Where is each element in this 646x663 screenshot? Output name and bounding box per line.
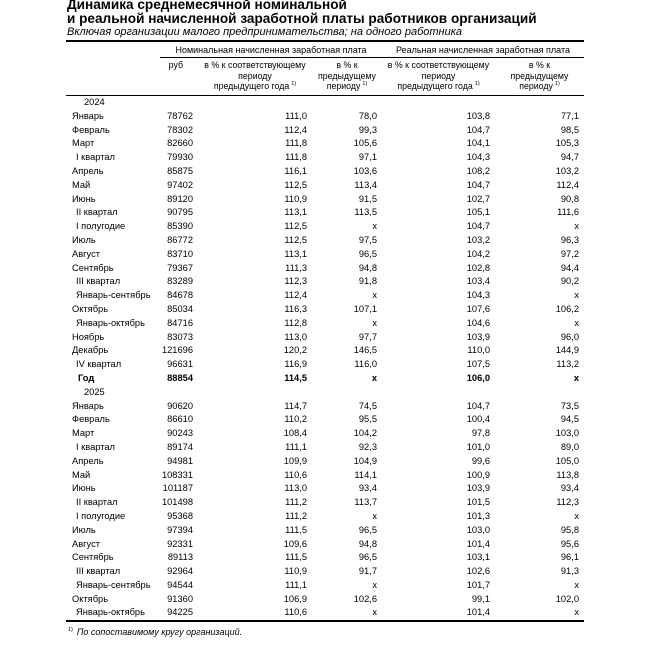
nominal-prev-value: 74,5: [358, 400, 377, 411]
real-prev-value: 102,0: [555, 593, 579, 604]
rub-value: 85034: [167, 303, 193, 314]
nominal-yoy-value: 111,1: [285, 441, 307, 452]
rub-value: 79930: [167, 152, 193, 163]
nominal-prev-value: x: [372, 317, 377, 328]
nominal-yoy-value: 120,2: [283, 345, 307, 356]
table-row: [66, 317, 584, 331]
table-row: [66, 110, 584, 124]
header-line: периоду: [519, 81, 553, 92]
row-label: III квартал: [76, 566, 121, 577]
table-row: [66, 124, 584, 138]
nominal-yoy-value: 110,9: [284, 566, 307, 577]
real-prev-value: 144,9: [555, 345, 579, 356]
table-row: [66, 248, 584, 262]
table-row: [66, 234, 584, 248]
real-yoy-value: 103,4: [466, 276, 490, 287]
nominal-yoy-value: 113,1: [284, 248, 307, 259]
column-header-nominal-yoy: [198, 60, 312, 95]
rub-value: 94225: [167, 607, 193, 618]
table-row-total: [66, 372, 584, 386]
real-prev-value: 106,2: [555, 303, 579, 314]
column-header-nominal-prev: [312, 60, 382, 95]
header-line: предыдущего года: [397, 81, 473, 92]
table-row: [66, 206, 584, 220]
table-row: [66, 606, 584, 620]
nominal-yoy-value: 116,1: [284, 165, 307, 176]
wage-dynamics-table: [66, 40, 584, 622]
real-yoy-value: 105,1: [466, 207, 490, 218]
table-row: [66, 427, 584, 441]
table-row: [66, 303, 584, 317]
footnote-mark: 1): [362, 81, 368, 88]
title-line-1: Динамика среднемесячной номинальной: [67, 0, 347, 12]
year-row: [66, 96, 584, 110]
real-yoy-value: 104,7: [466, 179, 490, 190]
table-row: [66, 593, 584, 607]
real-yoy-value: 101,0: [466, 441, 490, 452]
nominal-yoy-value: 111,0: [285, 110, 307, 121]
real-prev-value: 94,5: [560, 414, 579, 425]
row-label: Апрель: [72, 165, 104, 176]
rub-value: 91360: [167, 593, 193, 604]
rub-value: 78302: [167, 124, 193, 135]
year-label: 2025: [84, 386, 105, 397]
row-label: Август: [72, 538, 100, 549]
real-yoy-value: 103,9: [466, 483, 490, 494]
row-label: Январь-октябрь: [76, 607, 145, 618]
nominal-yoy-value: 113,1: [284, 207, 307, 218]
real-prev-value: x: [574, 290, 579, 301]
row-label-column-header: [66, 60, 160, 95]
real-prev-value: 89,0: [560, 441, 579, 452]
header-line: периоду: [421, 70, 456, 81]
row-label: I полугодие: [76, 510, 126, 521]
rub-value: 101498: [161, 497, 193, 508]
nominal-prev-value: 104,2: [353, 428, 377, 439]
header-line: периоду: [238, 70, 272, 81]
row-label: Июнь: [72, 483, 96, 494]
real-yoy-value: 101,4: [466, 607, 490, 618]
header-line: в % к соответствующему: [387, 60, 490, 70]
table-row: [66, 262, 584, 276]
real-yoy-value: 104,3: [466, 290, 490, 301]
table-row: [66, 441, 584, 455]
rub-value: 97402: [167, 179, 193, 190]
nominal-prev-value: x: [371, 372, 377, 383]
real-prev-value: 94,7: [560, 152, 579, 163]
real-prev-value: 73,5: [560, 400, 579, 411]
table-row: [66, 358, 584, 372]
nominal-prev-value: 96,5: [358, 524, 377, 535]
real-prev-value: 98,5: [560, 124, 579, 135]
rub-value: 96631: [167, 359, 193, 370]
nominal-yoy-value: 114,7: [284, 400, 307, 411]
nominal-prev-value: x: [372, 579, 377, 590]
real-prev-value: 94,4: [560, 262, 579, 273]
real-yoy-value: 97,8: [471, 428, 490, 439]
table-row: [66, 538, 584, 552]
real-prev-value: 96,1: [560, 552, 579, 563]
nominal-yoy-value: 112,4: [284, 290, 307, 301]
real-yoy-value: 102,7: [466, 193, 490, 204]
real-prev-value: 112,4: [556, 179, 579, 190]
table-bottom-rule: [66, 620, 584, 622]
table-row: [66, 289, 584, 303]
real-prev-value: 96,3: [560, 234, 579, 245]
real-prev-value: 97,2: [560, 248, 579, 259]
real-yoy-value: 107,5: [466, 359, 490, 370]
nominal-yoy-value: 110,6: [284, 607, 307, 618]
rub-value: 108331: [161, 469, 193, 480]
nominal-prev-value: 94,8: [358, 538, 377, 549]
header-line: предыдущему: [510, 70, 569, 81]
header-line: в % к: [336, 60, 358, 70]
nominal-yoy-value: 109,6: [283, 538, 307, 549]
nominal-yoy-value: 114,5: [284, 372, 307, 383]
row-label: Год: [78, 372, 95, 383]
table-row: [66, 400, 584, 414]
real-prev-value: x: [573, 372, 579, 383]
nominal-yoy-value: 111,8: [285, 152, 307, 163]
nominal-yoy-value: 111,5: [285, 552, 307, 563]
table-row: [66, 220, 584, 234]
rub-value: 84678: [167, 290, 193, 301]
table-row: [66, 551, 584, 565]
table-row: [66, 165, 584, 179]
row-label: Апрель: [72, 455, 104, 466]
column-header-rub-text: руб: [168, 60, 183, 70]
real-yoy-value: 99,6: [471, 455, 490, 466]
nominal-yoy-value: 113,0: [284, 483, 307, 494]
page-subtitle: Включая организации малого предпринимательства; на одного работника: [67, 26, 463, 38]
header-line: в % к соответствующему: [204, 60, 306, 70]
header-line: предыдущего года: [213, 81, 290, 92]
real-yoy-value: 107,6: [466, 303, 490, 314]
row-label: Сентябрь: [72, 552, 114, 563]
table-row: [66, 151, 584, 165]
nominal-yoy-value: 116,9: [284, 359, 307, 370]
nominal-prev-value: 95,5: [358, 414, 377, 425]
row-label: Январь-сентябрь: [76, 579, 151, 590]
table-row: [66, 275, 584, 289]
nominal-prev-value: 91,8: [358, 276, 377, 287]
rub-value: 83289: [167, 276, 193, 287]
nominal-prev-value: 103,6: [353, 165, 377, 176]
nominal-prev-value: 92,3: [358, 441, 377, 452]
real-yoy-value: 103,8: [466, 110, 490, 121]
row-label: Март: [72, 428, 95, 439]
rub-value: 101187: [162, 483, 193, 494]
rub-value: 94544: [167, 579, 193, 590]
footnote-mark: 1): [291, 81, 297, 88]
real-prev-value: 93,4: [560, 483, 579, 494]
real-prev-value: 113,8: [556, 469, 579, 480]
nominal-yoy-value: 112,4: [284, 124, 307, 135]
nominal-yoy-value: 111,1: [285, 579, 307, 590]
year-label: 2024: [84, 97, 105, 107]
row-label: Июнь: [72, 193, 96, 204]
real-yoy-value: 100,9: [466, 469, 490, 480]
row-label: I квартал: [76, 152, 115, 163]
table-row: [66, 137, 584, 151]
rub-value: 90620: [167, 400, 193, 411]
year-row: [66, 386, 584, 400]
nominal-yoy-value: 109,9: [283, 455, 307, 466]
group-header-real: Реальная начисленная заработная плата: [395, 44, 570, 55]
nominal-yoy-value: 113,0: [284, 331, 307, 342]
column-header-row: [66, 58, 584, 95]
nominal-prev-value: 97,1: [358, 152, 377, 163]
real-prev-value: 111,6: [557, 207, 579, 218]
row-label: Январь-сентябрь: [76, 290, 151, 301]
rub-value: 79367: [167, 262, 193, 273]
nominal-prev-value: 99,3: [358, 124, 377, 135]
rub-value: 90243: [167, 428, 193, 439]
rub-value: 92331: [167, 538, 193, 549]
table-body: [66, 96, 584, 620]
row-label: Февраль: [72, 124, 110, 135]
nominal-prev-value: 93,4: [358, 483, 377, 494]
row-label: Май: [72, 179, 91, 190]
rub-value: 90795: [167, 207, 193, 218]
nominal-prev-value: 97,7: [358, 331, 377, 342]
rub-value: 88854: [167, 372, 193, 383]
real-yoy-value: 104,6: [466, 317, 490, 328]
nominal-prev-value: 96,5: [358, 248, 377, 259]
real-prev-value: 112,3: [556, 497, 579, 508]
nominal-prev-value: x: [372, 510, 377, 521]
nominal-prev-value: 104,9: [353, 455, 377, 466]
nominal-prev-value: 78,0: [358, 110, 377, 121]
table-row: [66, 344, 584, 358]
nominal-prev-value: 94,8: [358, 262, 377, 273]
table-row: [66, 510, 584, 524]
table-row: [66, 565, 584, 579]
row-label: Февраль: [72, 414, 110, 425]
real-prev-value: 113,2: [556, 359, 579, 370]
rub-value: 92964: [167, 566, 193, 577]
nominal-yoy-value: 112,5: [284, 179, 307, 190]
rub-value: 89174: [167, 441, 193, 452]
nominal-prev-value: 113,5: [354, 207, 377, 218]
nominal-prev-value: 102,6: [353, 593, 377, 604]
nominal-prev-value: 113,7: [354, 497, 377, 508]
real-yoy-value: 101,5: [466, 497, 490, 508]
table-row: [66, 193, 584, 207]
column-header-real-yoy: [382, 60, 495, 95]
real-prev-value: 96,0: [560, 331, 579, 342]
row-label: Декабрь: [72, 345, 109, 356]
row-label: Октябрь: [72, 303, 109, 314]
nominal-yoy-value: 111,5: [285, 524, 307, 535]
real-yoy-value: 101,3: [466, 510, 490, 521]
real-yoy-value: 104,7: [466, 124, 490, 135]
real-prev-value: 90,2: [560, 276, 579, 287]
row-label: Март: [72, 138, 95, 149]
footnote-mark: 1): [474, 81, 480, 88]
nominal-prev-value: 91,7: [358, 566, 377, 577]
nominal-prev-value: x: [372, 221, 377, 232]
row-label: IV квартал: [76, 359, 122, 370]
nominal-yoy-value: 112,8: [284, 317, 307, 328]
real-yoy-value: 103,0: [466, 524, 490, 535]
rub-value: 97394: [167, 524, 193, 535]
row-label: II квартал: [76, 207, 118, 218]
real-prev-value: x: [574, 221, 579, 232]
table-row: [66, 413, 584, 427]
nominal-yoy-value: 111,8: [285, 138, 307, 149]
rub-value: 86610: [167, 414, 193, 425]
real-prev-value: 95,8: [560, 524, 579, 535]
row-label: Июль: [72, 234, 96, 245]
nominal-prev-value: 105,6: [353, 138, 377, 149]
rub-value: 78762: [167, 110, 193, 121]
nominal-prev-value: x: [372, 607, 377, 618]
real-prev-value: x: [574, 510, 579, 521]
nominal-yoy-value: 110,9: [284, 193, 307, 204]
real-yoy-value: 102,8: [466, 262, 490, 273]
nominal-prev-value: 114,1: [354, 469, 377, 480]
real-yoy-value: 103,2: [466, 234, 490, 245]
column-group-header: [66, 42, 584, 58]
nominal-prev-value: 96,5: [358, 552, 377, 563]
real-yoy-value: 104,1: [466, 138, 490, 149]
nominal-yoy-value: 112,5: [284, 234, 307, 245]
real-yoy-value: 104,7: [466, 400, 490, 411]
nominal-yoy-value: 110,6: [284, 469, 307, 480]
row-label: I квартал: [76, 441, 115, 452]
row-label: I полугодие: [76, 221, 126, 232]
real-prev-value: 90,8: [560, 193, 579, 204]
real-prev-value: x: [574, 607, 579, 618]
row-label: Октябрь: [72, 593, 109, 604]
row-label: Январь: [72, 400, 104, 411]
rub-value: 85875: [167, 165, 193, 176]
real-yoy-value: 108,2: [466, 165, 490, 176]
row-label: Январь: [72, 110, 104, 121]
row-label: Ноябрь: [72, 331, 105, 342]
footnote-marker: 1): [68, 627, 73, 633]
nominal-prev-value: 97,5: [358, 234, 377, 245]
nominal-prev-value: 91,5: [358, 193, 377, 204]
real-prev-value: 105,3: [555, 138, 579, 149]
real-yoy-value: 103,9: [466, 331, 490, 342]
table-row: [66, 482, 584, 496]
nominal-yoy-value: 112,5: [284, 221, 307, 232]
page-title: [67, 0, 537, 26]
real-yoy-value: 101,4: [466, 538, 490, 549]
table-row: [66, 179, 584, 193]
real-yoy-value: 110,0: [467, 345, 490, 356]
real-yoy-value: 103,1: [466, 552, 490, 563]
title-line-2: и реальной начисленной заработной платы работников организаций: [67, 11, 537, 26]
real-prev-value: x: [574, 317, 579, 328]
nominal-yoy-value: 112,3: [284, 276, 307, 287]
row-label: Май: [72, 469, 91, 480]
nominal-yoy-value: 111,2: [285, 510, 307, 521]
table-row: [66, 331, 584, 345]
real-prev-value: 105,0: [555, 455, 579, 466]
rub-value: 95368: [167, 510, 193, 521]
header-line: предыдущему: [318, 70, 376, 81]
nominal-yoy-value: 116,3: [284, 303, 307, 314]
footnote-text: По сопоставимому кругу организаций.: [76, 627, 243, 637]
rub-value: 89120: [167, 193, 193, 204]
table-row: [66, 524, 584, 538]
real-prev-value: 103,0: [555, 428, 579, 439]
rub-value: 84716: [167, 317, 193, 328]
nominal-prev-value: x: [372, 290, 377, 301]
real-yoy-value: 100,4: [466, 414, 490, 425]
table-row: [66, 579, 584, 593]
real-prev-value: 77,1: [560, 110, 579, 121]
group-header-nominal: Номинальная начисленная заработная плата: [175, 44, 367, 55]
real-prev-value: 95,6: [560, 538, 579, 549]
nominal-yoy-value: 110,2: [284, 414, 307, 425]
nominal-prev-value: 113,4: [354, 179, 377, 190]
real-yoy-value: 106,0: [466, 372, 490, 383]
column-header-real-prev: [495, 60, 584, 95]
row-label: Август: [72, 248, 100, 259]
nominal-prev-value: 116,0: [354, 359, 377, 370]
real-prev-value: 103,2: [555, 165, 579, 176]
table-row: [66, 496, 584, 510]
row-label: Сентябрь: [72, 262, 114, 273]
footnote: [68, 626, 242, 638]
real-prev-value: 91,3: [560, 566, 579, 577]
nominal-yoy-value: 106,9: [283, 593, 307, 604]
real-yoy-value: 101,7: [466, 579, 490, 590]
table-row: [66, 455, 584, 469]
row-label: Июль: [72, 524, 96, 535]
nominal-prev-value: 146,5: [353, 345, 377, 356]
real-yoy-value: 104,3: [466, 152, 490, 163]
real-yoy-value: 99,1: [471, 593, 490, 604]
table-row: [66, 469, 584, 483]
rub-value: 83710: [167, 248, 193, 259]
row-label: Январь-октябрь: [76, 317, 145, 328]
real-yoy-value: 104,7: [466, 221, 490, 232]
nominal-yoy-value: 111,2: [285, 497, 307, 508]
column-header-rub: [160, 60, 198, 95]
real-yoy-value: 104,2: [466, 248, 490, 259]
row-label: III квартал: [76, 276, 121, 287]
rub-value: 121696: [161, 345, 193, 356]
rub-value: 85390: [167, 221, 193, 232]
row-label-header: [66, 42, 160, 58]
rub-value: 83073: [167, 331, 193, 342]
row-label: II квартал: [76, 497, 118, 508]
header-line: в % к: [528, 60, 551, 70]
header-line: периоду: [326, 81, 361, 92]
nominal-yoy-value: 108,4: [283, 428, 307, 439]
nominal-prev-value: 107,1: [353, 303, 377, 314]
rub-value: 94981: [167, 455, 193, 466]
real-yoy-value: 102,6: [466, 566, 490, 577]
nominal-yoy-value: 111,3: [285, 262, 307, 273]
footnote-mark: 1): [554, 81, 560, 88]
rub-value: 82660: [167, 138, 193, 149]
real-prev-value: x: [574, 579, 579, 590]
rub-value: 86772: [167, 234, 193, 245]
rub-value: 89113: [167, 552, 193, 563]
